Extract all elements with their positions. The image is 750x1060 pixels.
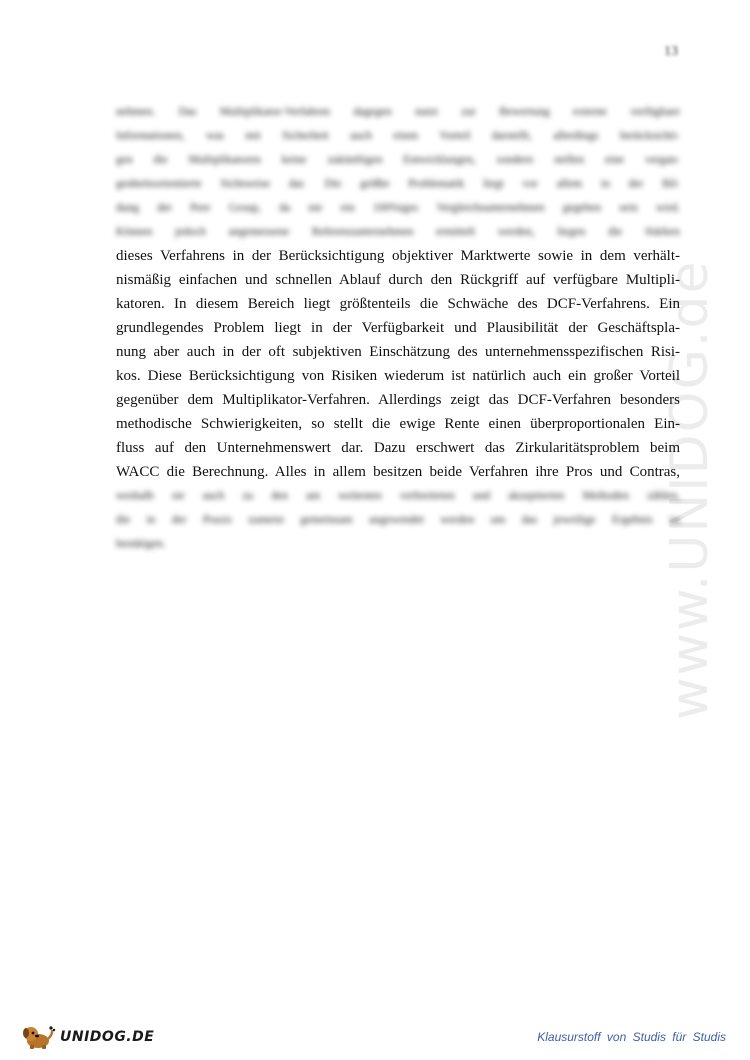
footer-tagline: Klausurstoff von Studis für Studis xyxy=(537,1030,726,1044)
dog-mascot-icon xyxy=(22,1024,56,1050)
unidog-logo[interactable] xyxy=(22,1024,154,1050)
text-line: gen die Multiplikatoren keine zukünftigen Entwicklungen, sondern stellen eine vergan- xyxy=(116,154,680,166)
text-line: die in der Praxis zumeist gemeinsam angewendet werden um das jeweilige Ergebnis zu xyxy=(116,514,680,526)
page-number: 13 xyxy=(664,44,678,59)
text-line: gegenüber dem Multiplikator-Verfahren. Allerdings zeigt das DCF-Verfahren besonders xyxy=(116,392,680,408)
logo-text: UNIDOG.DE xyxy=(60,1029,155,1045)
text-line: nung aber auch in der oft subjektiven Einschätzung des unternehmensspezifischen Risi- xyxy=(116,344,680,360)
text-line: dung der Peer Group, da nie ein 100%iges Vergleichsunternehmen gegeben sein wird. xyxy=(116,202,680,214)
text-line: katoren. In diesem Bereich liegt größtenteils die Schwäche des DCF-Verfahrens. Ein xyxy=(116,296,680,312)
text-line: methodische Schwierigkeiten, so stellt die ewige Rente einen überproportionalen Ein- xyxy=(116,416,680,432)
text-line: Informationen, was mit Sicherheit auch einen Vorteil darstellt, allerdings berücksichti- xyxy=(116,130,680,142)
watermark: www.UNIDOG.de xyxy=(660,259,720,720)
text-line: nismäßig einfachen und schnellen Ablauf durch den Rückgriff auf verfügbare Multipli- xyxy=(116,272,680,288)
text-line: bestätigen. xyxy=(116,538,166,550)
body-text xyxy=(116,100,680,556)
text-line: Können jedoch angemessene Referenzunternehmen ermittelt werden, liegen die Stärken xyxy=(116,226,680,238)
text-line: fluss auf den Unternehmenswert dar. Dazu erschwert das Zirkularitätsproblem beim xyxy=(116,440,680,456)
text-line: grundlegendes Problem liegt in der Verfügbarkeit und Plausibilität der Geschäftspla- xyxy=(116,320,680,336)
text-line: WACC die Berechnung. Alles in allem besitzen beide Verfahren ihre Pros und Contras, xyxy=(116,464,680,480)
text-line: nehmen. Das Multiplikator-Verfahren dagegen nutzt zur Bewertung externe verfügbare xyxy=(116,106,680,118)
text-line: genheitsorientierte Sichtweise dar. Die größte Problematik liegt vor allem in der Bil- xyxy=(116,178,680,190)
text-line: kos. Diese Berücksichtigung von Risiken wiederum ist natürlich auch ein großer Vorteil xyxy=(116,368,680,384)
text-line: weshalb sie auch zu den am weitesten verbreiteten und akzeptierten Methoden zählen, xyxy=(116,490,680,502)
text-line: dieses Verfahrens in der Berücksichtigung objektiver Marktwerte sowie in dem verhält- xyxy=(116,248,680,264)
